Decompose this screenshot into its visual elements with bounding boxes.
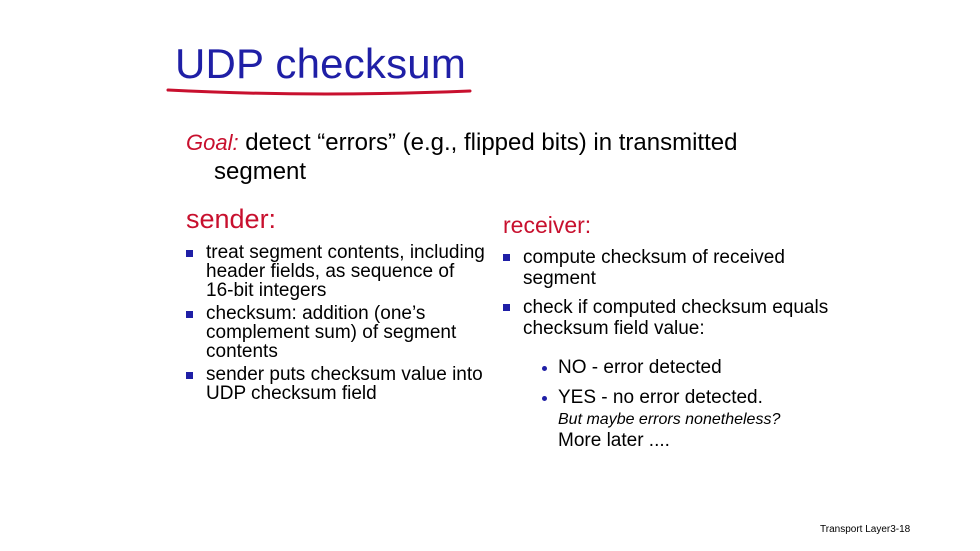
title-underline [165, 82, 475, 102]
receiver-bullet: check if computed checksum equals checksum field value: [503, 297, 833, 339]
sub-bullet-yes-text: YES - no error detected. [558, 387, 763, 408]
sub-bullet-no: NO - error detected [540, 357, 820, 378]
receiver-heading: receiver: [503, 212, 592, 238]
slide-footer: Transport Layer3-18 [820, 524, 911, 535]
sub-bullet-note-rest: More later .... [558, 430, 670, 451]
receiver-bullet: compute checksum of received segment [503, 247, 833, 289]
goal-label: Goal: [186, 130, 239, 155]
sender-bullet-list [186, 243, 486, 407]
sender-bullet: sender puts checksum value into UDP checksum field [186, 365, 486, 403]
receiver-sub-bullet-list [540, 357, 820, 460]
sub-bullet-note-italic: But maybe errors nonetheless? [558, 411, 781, 428]
sender-bullet: checksum: addition (one’s complement sum) of segment contents [186, 304, 486, 361]
goal-statement [186, 128, 836, 186]
goal-text-line1: detect “errors” (e.g., flipped bits) in transmitted [238, 129, 738, 156]
slide-title: UDP checksum [175, 40, 467, 87]
receiver-bullet-list [503, 247, 833, 347]
goal-text-line2: segment [214, 158, 307, 185]
sender-heading: sender: [186, 204, 277, 234]
sender-bullet: treat segment contents, including header fields, as sequence of 16-bit integers [186, 243, 486, 300]
sub-bullet-yes [540, 387, 820, 451]
